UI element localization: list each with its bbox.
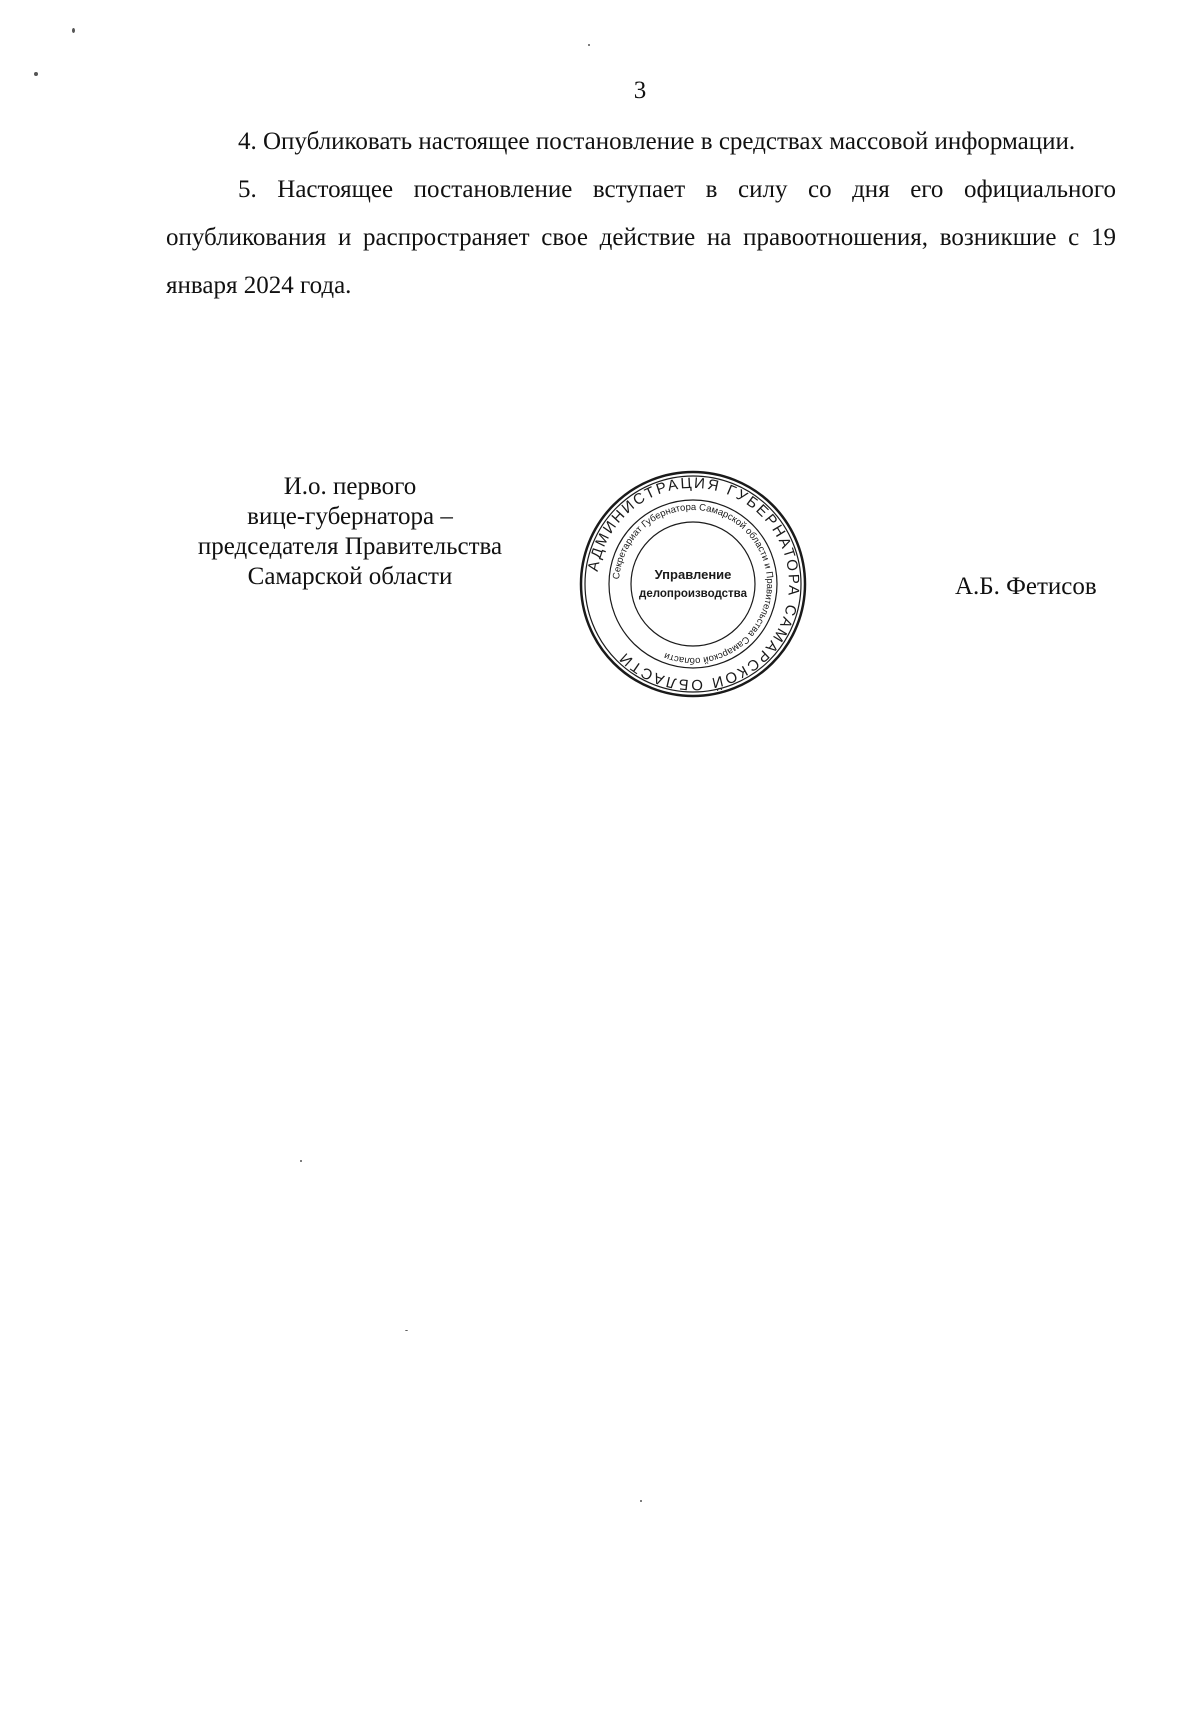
scan-speck	[72, 28, 75, 33]
seal-center-line-1: Управление	[654, 567, 732, 582]
page-number: 3	[633, 77, 647, 104]
seal-center-line-2: делопроизводства	[639, 588, 747, 600]
seal-outer-text: АДМИНИСТРАЦИЯ ГУБЕРНАТОРА САМАРСКОЙ ОБЛАСТИ	[584, 474, 803, 694]
scan-speck	[34, 72, 38, 76]
seal-center-ring	[631, 522, 755, 646]
paragraph-5: 5. Настоящее постановление вступает в силу со дня его официального опубликования и распространяет свое действие на правоотношения, возникшие с 19 января 2024 года.	[166, 176, 1116, 299]
position-line: Самарской области	[247, 563, 453, 590]
seal-inner-ring	[609, 500, 777, 668]
position-line: вице-губернатора –	[247, 503, 453, 530]
seal-inner-text: Секретариат Губернатора Самарской области и Правительства Самарской области	[611, 501, 776, 667]
signatory-name: А.Б. Фетисов	[955, 573, 1097, 600]
position-line: председателя Правительства	[197, 533, 503, 560]
document-body	[166, 118, 1116, 310]
position-line: И.о. первого	[283, 473, 417, 500]
scan-speck	[640, 1500, 642, 1502]
paragraph-4: 4. Опубликовать настоящее постановление в средствах массовой информации.	[238, 128, 1076, 155]
signatory-position	[150, 472, 550, 592]
scan-speck	[588, 44, 590, 46]
official-seal-graphic	[578, 469, 808, 699]
scan-speck	[300, 1160, 302, 1162]
official-seal	[578, 469, 808, 699]
scan-speck	[405, 1330, 408, 1331]
